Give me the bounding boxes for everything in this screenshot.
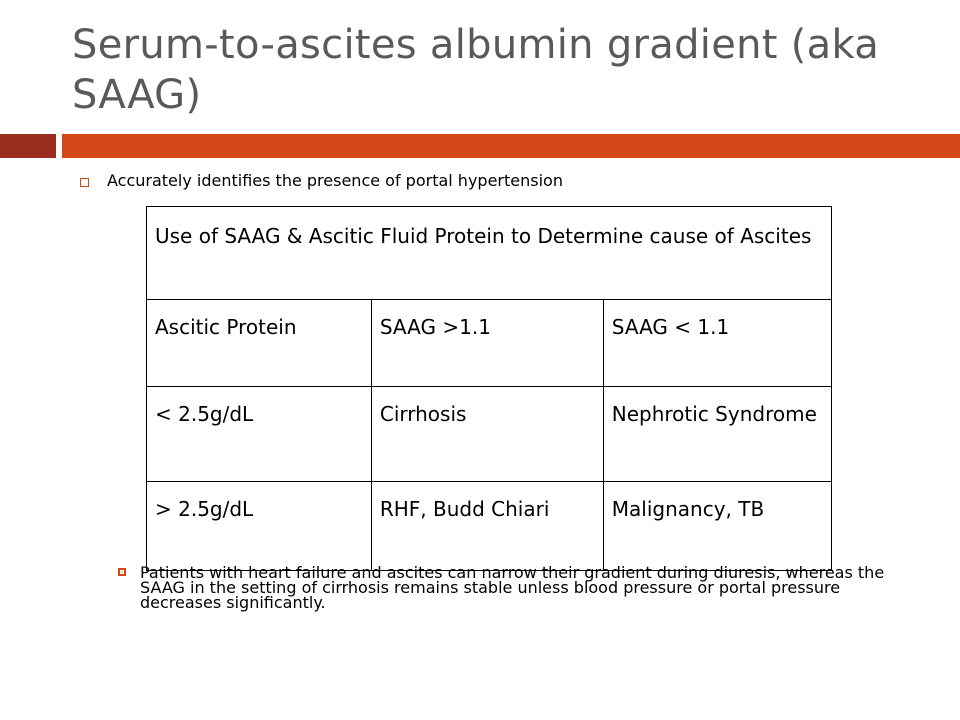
bullet-item-secondary: [118, 565, 898, 610]
filled-square-bullet-icon: [118, 568, 126, 576]
bullet-text: Patients with heart failure and ascites can narrow their gradient during diuresis, whereas the SAAG in the setting of cirrhosis remains stable unless blood pressure or portal pressure decreases significantly.: [140, 563, 885, 612]
slide-title: Serum-to-ascites albumin gradient (aka SAAG): [72, 22, 880, 118]
table-cell: > 2.5g/dL: [147, 482, 372, 571]
table-row: [147, 387, 832, 482]
column-header: SAAG >1.1: [371, 300, 603, 387]
square-bullet-icon: [80, 178, 89, 187]
table-caption-row: [147, 207, 832, 300]
column-header: SAAG < 1.1: [603, 300, 831, 387]
table-cell: Nephrotic Syndrome: [603, 387, 831, 482]
table-cell: Malignancy, TB: [603, 482, 831, 571]
bullet-text: Accurately identifies the presence of portal hypertension: [107, 171, 563, 190]
table-cell: < 2.5g/dL: [147, 387, 372, 482]
table-header-row: [147, 300, 832, 387]
title-accent-bar-right: [62, 134, 960, 158]
column-header: Ascitic Protein: [147, 300, 372, 387]
saag-table: [146, 206, 832, 571]
table-row: [147, 482, 832, 571]
title-accent-bar-left: [0, 134, 56, 158]
table-caption: Use of SAAG & Ascitic Fluid Protein to Determine cause of Ascites: [147, 207, 832, 300]
bullet-item-primary: [80, 170, 900, 192]
table-cell: RHF, Budd Chiari: [371, 482, 603, 571]
table-cell: Cirrhosis: [371, 387, 603, 482]
